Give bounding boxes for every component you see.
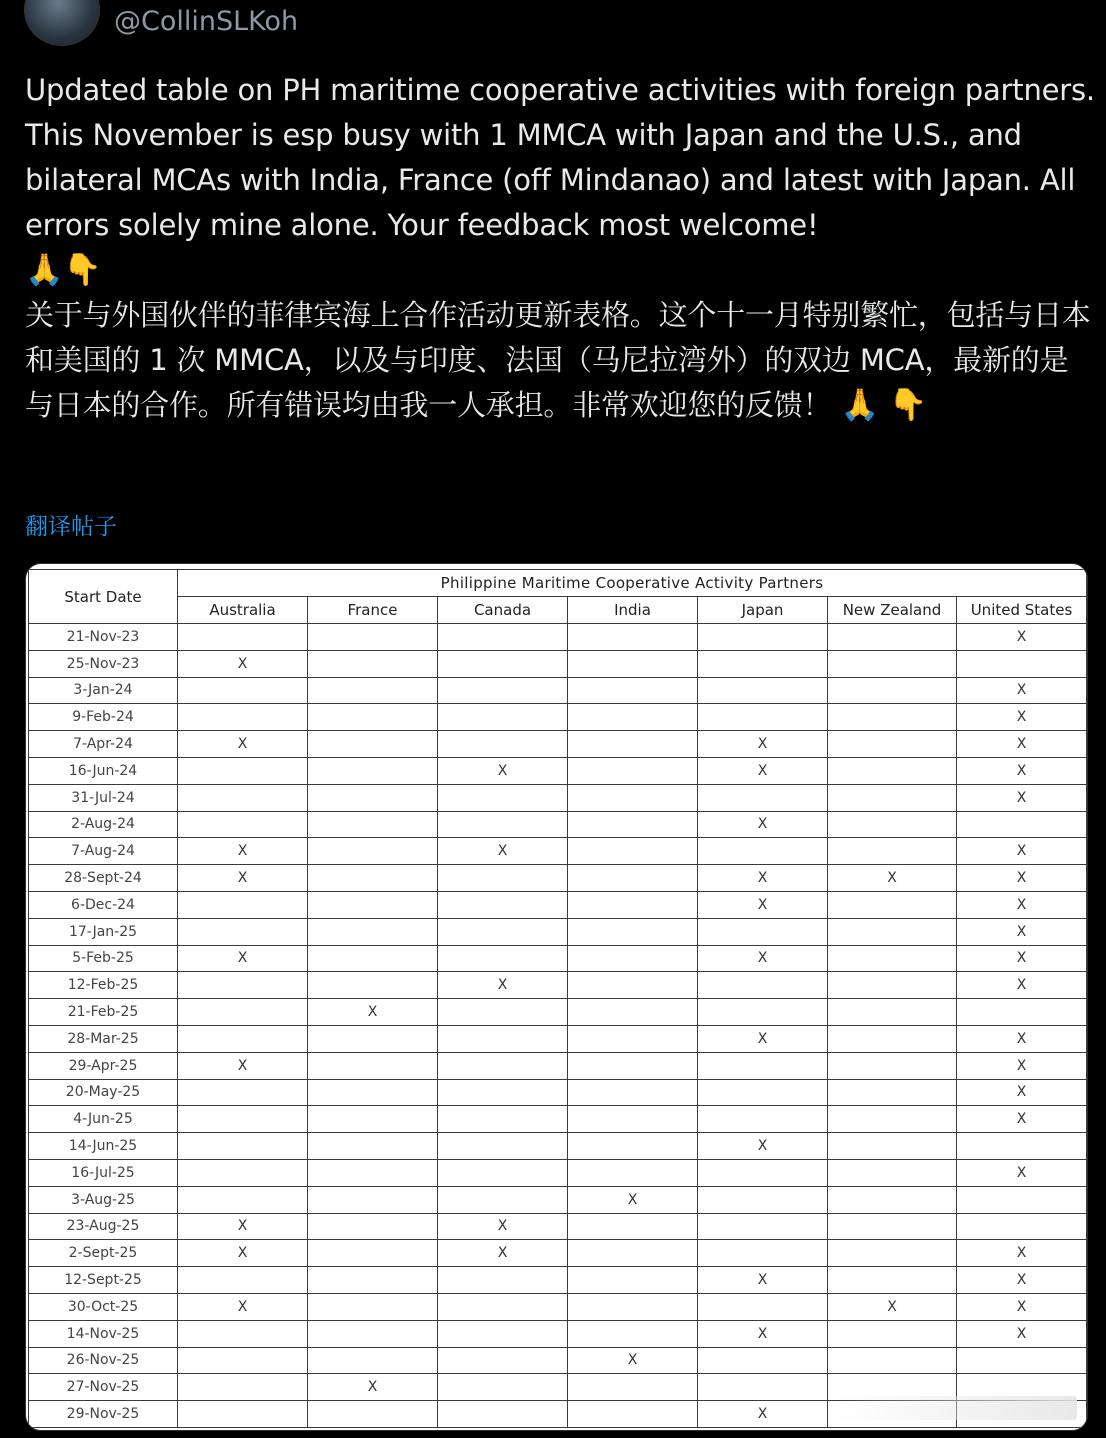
table-row xyxy=(29,1133,1087,1160)
activity-cell xyxy=(828,1106,957,1133)
activity-cell xyxy=(698,999,828,1026)
activity-cell xyxy=(308,918,438,945)
activity-cell xyxy=(828,677,957,704)
activity-cell xyxy=(178,918,308,945)
activity-cell xyxy=(308,1267,438,1294)
activity-cell: X xyxy=(438,972,568,999)
activity-cell: X xyxy=(698,811,828,838)
table-row xyxy=(29,1025,1087,1052)
activity-cell xyxy=(828,650,957,677)
table-row xyxy=(29,1320,1087,1347)
start-date-cell: 12-Feb-25 xyxy=(29,972,178,999)
table-row xyxy=(29,704,1087,731)
start-date-cell: 2-Sept-25 xyxy=(29,1240,178,1267)
activity-cell: X xyxy=(438,757,568,784)
activity-cell: X xyxy=(568,1347,698,1374)
start-date-cell: 12-Sept-25 xyxy=(29,1267,178,1294)
activity-cell xyxy=(438,1025,568,1052)
activity-cell: X xyxy=(957,1079,1087,1106)
activity-cell xyxy=(568,945,698,972)
table-row xyxy=(29,811,1087,838)
translate-post-link[interactable]: 翻译帖子 xyxy=(25,514,117,540)
activity-cell xyxy=(568,1240,698,1267)
post-media-image[interactable] xyxy=(25,563,1088,1431)
activity-cell xyxy=(178,972,308,999)
activity-cell xyxy=(568,704,698,731)
activity-cell xyxy=(698,1374,828,1401)
pray-pointdown-emoji-icon: 🙏 👇 xyxy=(840,387,927,423)
table-row xyxy=(29,972,1087,999)
activity-cell xyxy=(698,1293,828,1320)
start-date-cell: 16-Jul-25 xyxy=(29,1159,178,1186)
activity-cell: X xyxy=(178,945,308,972)
activity-cell xyxy=(568,972,698,999)
activity-cell xyxy=(828,811,957,838)
start-date-cell: 20-May-25 xyxy=(29,1079,178,1106)
activity-cell xyxy=(178,1374,308,1401)
start-date-cell: 27-Nov-25 xyxy=(29,1374,178,1401)
post-text-zh-body: 关于与外国伙伴的菲律宾海上合作活动更新表格。这个十一月特别繁忙，包括与日本和美国的 1 次 MMCA，以及与印度、法国（马尼拉湾外）的双边 MCA，最新的是与日本的合作。所有错误均由我一人承担。非常欢迎您的反馈！ xyxy=(25,298,1091,422)
activity-cell: X xyxy=(957,865,1087,892)
activity-cell xyxy=(308,1052,438,1079)
table-row xyxy=(29,865,1087,892)
start-date-cell: 3-Jan-24 xyxy=(29,677,178,704)
cooperative-activity-table xyxy=(28,569,1087,1428)
activity-cell xyxy=(178,757,308,784)
activity-cell xyxy=(178,1347,308,1374)
activity-cell xyxy=(828,704,957,731)
start-date-cell: 25-Nov-23 xyxy=(29,650,178,677)
activity-cell xyxy=(438,811,568,838)
watermark xyxy=(837,1396,1077,1420)
activity-cell xyxy=(957,1133,1087,1160)
activity-cell xyxy=(698,677,828,704)
activity-cell: X xyxy=(178,1293,308,1320)
activity-cell xyxy=(308,1293,438,1320)
activity-cell xyxy=(698,1213,828,1240)
activity-cell xyxy=(568,1401,698,1428)
activity-cell: X xyxy=(957,972,1087,999)
activity-cell xyxy=(828,1186,957,1213)
start-date-cell: 3-Aug-25 xyxy=(29,1186,178,1213)
table-row xyxy=(29,945,1087,972)
partner-header: India xyxy=(568,597,698,624)
user-handle[interactable]: @CollinSLKoh xyxy=(114,6,299,37)
activity-cell xyxy=(438,731,568,758)
activity-cell xyxy=(178,811,308,838)
activity-cell xyxy=(308,1079,438,1106)
activity-cell: X xyxy=(698,1320,828,1347)
activity-cell: X xyxy=(178,731,308,758)
table-row xyxy=(29,1293,1087,1320)
activity-cell xyxy=(178,1267,308,1294)
activity-cell xyxy=(568,1320,698,1347)
activity-cell xyxy=(178,1079,308,1106)
activity-cell xyxy=(828,1347,957,1374)
post-header xyxy=(0,0,1106,50)
activity-cell xyxy=(698,1106,828,1133)
activity-cell xyxy=(828,1133,957,1160)
activity-cell: X xyxy=(957,945,1087,972)
activity-cell xyxy=(438,1159,568,1186)
activity-cell xyxy=(568,784,698,811)
activity-cell xyxy=(308,972,438,999)
activity-cell: X xyxy=(698,945,828,972)
activity-cell xyxy=(828,731,957,758)
activity-cell: X xyxy=(957,677,1087,704)
activity-cell xyxy=(957,1347,1087,1374)
activity-cell: X xyxy=(698,891,828,918)
activity-cell xyxy=(957,999,1087,1026)
start-date-cell: 29-Nov-25 xyxy=(29,1401,178,1428)
activity-cell: X xyxy=(957,1240,1087,1267)
activity-cell: X xyxy=(957,784,1087,811)
activity-cell xyxy=(438,1293,568,1320)
activity-cell xyxy=(178,1320,308,1347)
table-row xyxy=(29,1240,1087,1267)
start-date-cell: 14-Nov-25 xyxy=(29,1320,178,1347)
activity-cell xyxy=(438,865,568,892)
table-body xyxy=(29,624,1087,1428)
activity-cell: X xyxy=(957,624,1087,651)
activity-cell: X xyxy=(568,1186,698,1213)
table-row xyxy=(29,757,1087,784)
start-date-cell: 21-Nov-23 xyxy=(29,624,178,651)
activity-cell xyxy=(568,1159,698,1186)
activity-cell xyxy=(828,945,957,972)
activity-cell xyxy=(698,1052,828,1079)
activity-cell xyxy=(568,731,698,758)
activity-cell xyxy=(828,999,957,1026)
start-date-cell: 23-Aug-25 xyxy=(29,1213,178,1240)
activity-cell xyxy=(698,650,828,677)
avatar[interactable] xyxy=(24,0,100,46)
activity-cell xyxy=(308,1186,438,1213)
activity-cell xyxy=(438,1374,568,1401)
activity-cell xyxy=(957,811,1087,838)
activity-cell xyxy=(828,838,957,865)
activity-cell xyxy=(308,1133,438,1160)
activity-cell xyxy=(438,624,568,651)
pray-pointdown-emoji-icon: 🙏👇 xyxy=(25,252,102,288)
activity-cell: X xyxy=(957,1052,1087,1079)
activity-cell xyxy=(178,1133,308,1160)
activity-cell xyxy=(438,784,568,811)
activity-cell xyxy=(828,1079,957,1106)
activity-cell xyxy=(308,1320,438,1347)
activity-cell xyxy=(178,999,308,1026)
activity-cell: X xyxy=(438,1213,568,1240)
table-row xyxy=(29,731,1087,758)
activity-cell xyxy=(828,918,957,945)
activity-cell xyxy=(178,1106,308,1133)
activity-cell xyxy=(828,624,957,651)
table-row xyxy=(29,1052,1087,1079)
activity-cell xyxy=(828,1025,957,1052)
activity-cell xyxy=(178,1186,308,1213)
partner-header: Canada xyxy=(438,597,568,624)
activity-cell xyxy=(698,784,828,811)
activity-cell xyxy=(698,624,828,651)
activity-cell: X xyxy=(957,1320,1087,1347)
activity-cell xyxy=(698,838,828,865)
activity-cell xyxy=(438,1106,568,1133)
activity-cell xyxy=(438,1079,568,1106)
activity-cell xyxy=(568,1106,698,1133)
activity-cell xyxy=(828,1159,957,1186)
activity-cell xyxy=(568,650,698,677)
activity-cell xyxy=(828,1213,957,1240)
table-row xyxy=(29,784,1087,811)
activity-cell xyxy=(698,918,828,945)
activity-cell: X xyxy=(178,650,308,677)
activity-cell xyxy=(438,704,568,731)
table-row xyxy=(29,1106,1087,1133)
activity-cell xyxy=(568,1052,698,1079)
activity-cell xyxy=(568,1213,698,1240)
activity-cell xyxy=(438,1052,568,1079)
activity-cell xyxy=(828,1320,957,1347)
activity-cell xyxy=(308,1025,438,1052)
activity-cell: X xyxy=(957,1293,1087,1320)
partner-header: Australia xyxy=(178,597,308,624)
activity-cell xyxy=(698,1159,828,1186)
start-date-cell: 7-Apr-24 xyxy=(29,731,178,758)
activity-cell xyxy=(568,1267,698,1294)
activity-cell xyxy=(308,1159,438,1186)
start-date-cell: 30-Oct-25 xyxy=(29,1293,178,1320)
activity-cell xyxy=(438,918,568,945)
activity-cell xyxy=(828,1240,957,1267)
table-row xyxy=(29,999,1087,1026)
start-date-header: Start Date xyxy=(29,570,178,624)
activity-cell xyxy=(308,891,438,918)
table-row xyxy=(29,650,1087,677)
activity-cell xyxy=(308,624,438,651)
start-date-cell: 26-Nov-25 xyxy=(29,1347,178,1374)
activity-cell xyxy=(438,650,568,677)
start-date-cell: 9-Feb-24 xyxy=(29,704,178,731)
activity-cell xyxy=(568,1133,698,1160)
activity-cell: X xyxy=(828,865,957,892)
start-date-cell: 4-Jun-25 xyxy=(29,1106,178,1133)
activity-cell xyxy=(568,757,698,784)
start-date-cell: 14-Jun-25 xyxy=(29,1133,178,1160)
activity-cell xyxy=(308,731,438,758)
activity-cell xyxy=(438,945,568,972)
activity-cell: X xyxy=(957,757,1087,784)
activity-cell: X xyxy=(957,1106,1087,1133)
start-date-cell: 28-Sept-24 xyxy=(29,865,178,892)
activity-cell xyxy=(568,624,698,651)
activity-cell xyxy=(308,1347,438,1374)
activity-cell: X xyxy=(178,865,308,892)
activity-cell xyxy=(828,891,957,918)
table-row xyxy=(29,1347,1087,1374)
partner-header: New Zealand xyxy=(828,597,957,624)
activity-cell: X xyxy=(178,838,308,865)
activity-cell xyxy=(698,1079,828,1106)
activity-cell: X xyxy=(957,918,1087,945)
activity-cell: X xyxy=(438,838,568,865)
activity-cell xyxy=(438,1347,568,1374)
activity-cell xyxy=(178,1025,308,1052)
activity-cell xyxy=(957,1213,1087,1240)
activity-cell xyxy=(568,1025,698,1052)
table-row xyxy=(29,1079,1087,1106)
activity-cell xyxy=(828,784,957,811)
activity-cell: X xyxy=(698,757,828,784)
activity-cell xyxy=(568,999,698,1026)
activity-cell: X xyxy=(698,865,828,892)
activity-cell: X xyxy=(698,1025,828,1052)
activity-cell xyxy=(178,1159,308,1186)
activity-cell xyxy=(178,784,308,811)
activity-cell: X xyxy=(698,1133,828,1160)
start-date-cell: 2-Aug-24 xyxy=(29,811,178,838)
post-text-zh xyxy=(25,293,1095,428)
table-row xyxy=(29,838,1087,865)
activity-cell: X xyxy=(828,1293,957,1320)
activity-cell xyxy=(308,865,438,892)
activity-cell: X xyxy=(438,1240,568,1267)
activity-cell xyxy=(438,891,568,918)
activity-cell xyxy=(828,757,957,784)
table-row xyxy=(29,624,1087,651)
start-date-cell: 16-Jun-24 xyxy=(29,757,178,784)
activity-cell: X xyxy=(698,1267,828,1294)
activity-cell xyxy=(178,1401,308,1428)
activity-cell xyxy=(698,704,828,731)
activity-cell xyxy=(438,1401,568,1428)
activity-cell: X xyxy=(178,1240,308,1267)
start-date-cell: 17-Jan-25 xyxy=(29,918,178,945)
activity-cell xyxy=(438,677,568,704)
activity-cell xyxy=(308,677,438,704)
start-date-cell: 7-Aug-24 xyxy=(29,838,178,865)
table-row xyxy=(29,1159,1087,1186)
activity-cell xyxy=(438,999,568,1026)
activity-cell xyxy=(828,1267,957,1294)
activity-cell: X xyxy=(308,999,438,1026)
post-text xyxy=(25,68,1095,428)
activity-cell xyxy=(698,1186,828,1213)
partner-header: Japan xyxy=(698,597,828,624)
activity-cell xyxy=(698,972,828,999)
activity-cell xyxy=(568,677,698,704)
start-date-cell: 5-Feb-25 xyxy=(29,945,178,972)
activity-cell: X xyxy=(957,704,1087,731)
partner-header: France xyxy=(308,597,438,624)
activity-cell xyxy=(308,811,438,838)
activity-cell xyxy=(698,1240,828,1267)
start-date-cell: 21-Feb-25 xyxy=(29,999,178,1026)
activity-cell: X xyxy=(957,1159,1087,1186)
activity-cell: X xyxy=(957,1267,1087,1294)
activity-cell xyxy=(828,1052,957,1079)
activity-cell xyxy=(178,624,308,651)
partner-header: United States xyxy=(957,597,1087,624)
activity-cell xyxy=(178,677,308,704)
start-date-cell: 28-Mar-25 xyxy=(29,1025,178,1052)
table-row xyxy=(29,1267,1087,1294)
table-row xyxy=(29,891,1087,918)
activity-cell xyxy=(438,1267,568,1294)
activity-cell: X xyxy=(957,838,1087,865)
activity-cell xyxy=(308,1213,438,1240)
activity-cell xyxy=(568,838,698,865)
activity-cell xyxy=(568,1079,698,1106)
activity-cell xyxy=(828,972,957,999)
post-text-en-body: Updated table on PH maritime cooperative activities with foreign partners. This November is esp busy with 1 MMCA with Japan and the U.S., and bilateral MCAs with India, France (off Mindanao) and latest with Japan. All errors solely mine alone. Your feedback most welcome! xyxy=(25,73,1095,242)
activity-cell xyxy=(308,704,438,731)
activity-cell xyxy=(957,1186,1087,1213)
activity-cell: X xyxy=(178,1052,308,1079)
activity-cell xyxy=(308,1106,438,1133)
table-row xyxy=(29,1213,1087,1240)
start-date-cell: 6-Dec-24 xyxy=(29,891,178,918)
activity-cell: X xyxy=(957,1025,1087,1052)
post-text-en xyxy=(25,68,1095,293)
activity-cell: X xyxy=(308,1374,438,1401)
activity-cell xyxy=(568,1374,698,1401)
activity-cell: X xyxy=(698,731,828,758)
activity-cell xyxy=(438,1186,568,1213)
activity-cell: X xyxy=(178,1213,308,1240)
activity-cell xyxy=(308,945,438,972)
table-row xyxy=(29,677,1087,704)
activity-cell xyxy=(308,838,438,865)
activity-cell xyxy=(568,918,698,945)
activity-cell xyxy=(308,1240,438,1267)
activity-cell xyxy=(178,704,308,731)
activity-cell: X xyxy=(698,1401,828,1428)
activity-cell xyxy=(308,784,438,811)
activity-cell xyxy=(568,865,698,892)
table-row xyxy=(29,1186,1087,1213)
activity-cell xyxy=(438,1320,568,1347)
activity-cell xyxy=(178,891,308,918)
activity-cell xyxy=(308,650,438,677)
partner-header-row xyxy=(29,597,1087,624)
activity-cell: X xyxy=(957,891,1087,918)
activity-cell xyxy=(698,1347,828,1374)
start-date-cell: 29-Apr-25 xyxy=(29,1052,178,1079)
start-date-cell: 31-Jul-24 xyxy=(29,784,178,811)
activity-cell xyxy=(568,891,698,918)
activity-cell: X xyxy=(957,731,1087,758)
activity-cell xyxy=(438,1133,568,1160)
activity-cell xyxy=(308,757,438,784)
activity-cell xyxy=(308,1401,438,1428)
table-row xyxy=(29,918,1087,945)
partners-group-header: Philippine Maritime Cooperative Activity Partners xyxy=(178,570,1087,597)
activity-cell xyxy=(957,650,1087,677)
activity-cell xyxy=(568,811,698,838)
activity-cell xyxy=(568,1293,698,1320)
